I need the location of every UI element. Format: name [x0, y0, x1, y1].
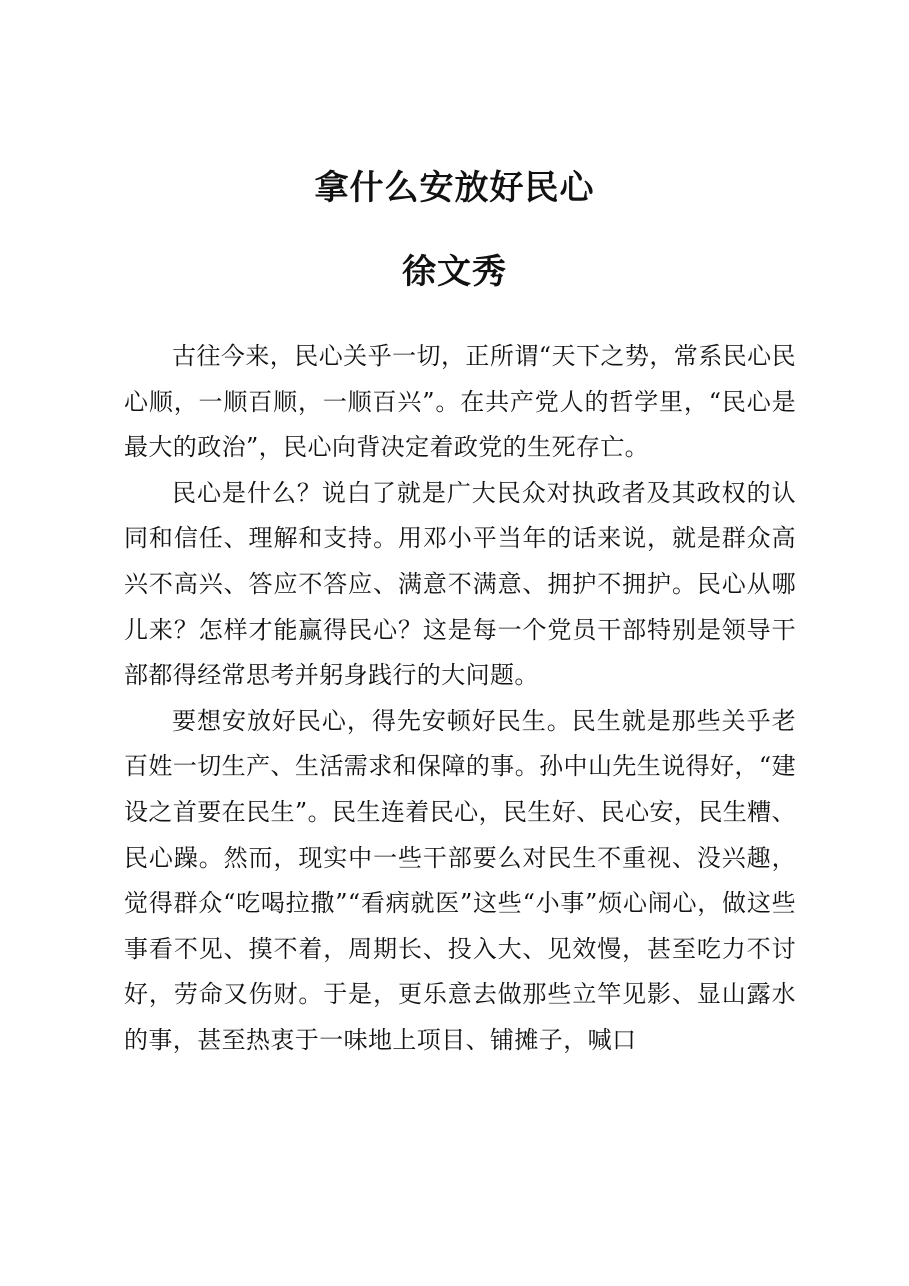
document-title: 拿什么安放好民心 [314, 168, 595, 208]
document-author: 徐文秀 [402, 252, 507, 292]
paragraph-2: 民心是什么？说白了就是广大民众对执政者及其政权的认同和信任、理解和支持。用邓小平当年的话来说，就是群众高兴不高兴、答应不答应、满意不满意、拥护不拥护。民心从哪儿来？怎样才能赢得民心？这是每一个党员干部特别是领导干部都得经常思考并躬身践行的大问题。 [124, 478, 796, 690]
paragraph-1: 古往今来，民心关乎一切，正所谓“天下之势，常系民心民心顺，一顺百顺，一顺百兴”。在共产党人的哲学里，“民心是最大的政治”，民心向背决定着政党的生死存亡。 [124, 342, 796, 462]
document-body [124, 334, 796, 1064]
paragraph-3: 要想安放好民心，得先安顿好民生。民生就是那些关乎老百姓一切生产、生活需求和保障的事。孙中山先生说得好，“建设之首要在民生”。民生连着民心，民生好、民心安，民生糟、民心躁。然而，现实中一些干部要么对民生不重视、没兴趣，觉得群众“吃喝拉撒”“看病就医”这些“小事”烦心闹心，做这些事看不见、摸不着，周期长、投入大、见效慢，甚至吃力不讨好，劳命又伤财。于是，更乐意去做那些立竿见影、显山露水的事，甚至热衷于一味地上项目、铺摊子，喊口 [124, 706, 796, 1054]
